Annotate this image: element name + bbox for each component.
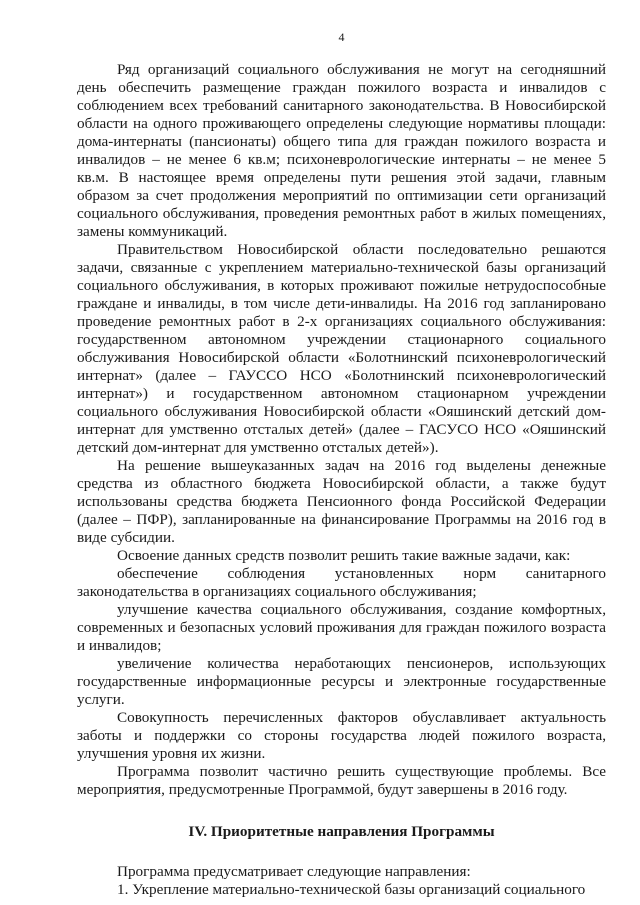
list-item: увеличение количества неработающих пенсионеров, использующих государственные информационные ресурсы и электронные государственные услуги.: [77, 655, 606, 708]
paragraph: Совокупность перечисленных факторов обуславливает актуальность заботы и поддержки со стороны государства людей пожилого возраста, улучшения уровня их жизни.: [77, 709, 606, 762]
list-item: улучшение качества социального обслуживания, создание комфортных, современных и безопасных условий проживания для граждан пожилого возраста и инвалидов;: [77, 601, 606, 654]
list-item: обеспечение соблюдения установленных норм санитарного законодательства в организациях социального обслуживания;: [77, 565, 606, 600]
page-number: 4: [338, 30, 345, 44]
paragraph: Ряд организаций социального обслуживания не могут на сегодняшний день обеспечить размещение граждан пожилого возраста и инвалидов с соблюдением всех требований санитарного законодательства. В Новосибирской области на одного проживающего определены следующие нормативы площади: дома-интернаты (пансионаты) общего типа для граждан пожилого возраста и инвалидов – не менее 6 кв.м; психоневрологические интернаты – не менее 5 кв.м. В настоящее время определены пути решения этой задачи, главным образом за счет продолжения мероприятий по оптимизации сети организаций социального обслуживания, проведения ремонтных работ в жилых помещениях, замены коммуникаций.: [77, 61, 606, 240]
paragraph: Правительством Новосибирской области последовательно решаются задачи, связанные с укреплением материально-технической базы организаций социального обслуживания, в которых проживают пожилые нетрудоспособные граждане и инвалиды, в том числе дети-инвалиды. На 2016 год запланировано проведение ремонтных работ в 2-х организациях социального обслуживания: государственном автономном учреждении стационарного социального обслуживания Новосибирской области «Болотнинский психоневрологический интернат» (далее – ГАУССО НСО «Болотнинский психоневрологический интернат») и государственном автономном стационарном учреждении социального обслуживания Новосибирской области «Ояшинский детский дом-интернат для умственно отсталых детей» (далее – ГАСУСО НСО «Ояшинский детский дом-интернат для умственно отсталых детей»).: [77, 241, 606, 456]
paragraph: Программа позволит частично решить существующие проблемы. Все мероприятия, предусмотренные Программой, будут завершены в 2016 году.: [77, 763, 606, 798]
section-heading: IV. Приоритетные направления Программы: [188, 823, 495, 840]
paragraph: Программа предусматривает следующие направления:: [117, 863, 471, 880]
paragraph: Освоение данных средств позволит решить такие важные задачи, как:: [117, 547, 571, 564]
list-item: 1. Укрепление материально-технической базы организаций социального: [117, 881, 586, 898]
paragraph: На решение вышеуказанных задач на 2016 год выделены денежные средства из областного бюджета Новосибирской области, а также будут использованы средства бюджета Пенсионного фонда Российской Федерации (далее – ПФР), запланированные на финансирование Программы на 2016 год в виде субсидии.: [77, 457, 606, 546]
